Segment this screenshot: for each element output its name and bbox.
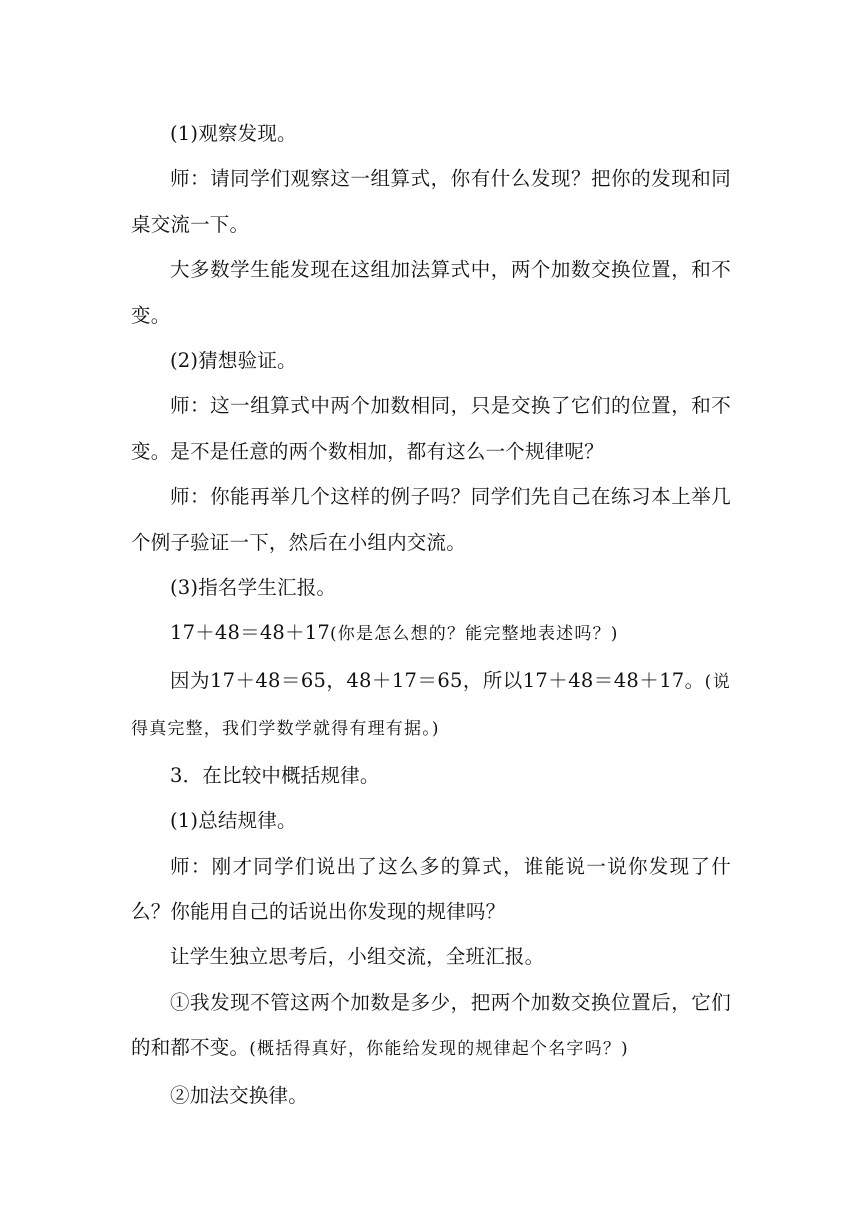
paragraph-text: 大多数学生能发现在这组加法算式中，两个加数交换位置，和不变。 xyxy=(131,258,731,327)
paragraph-summary-heading xyxy=(131,798,731,843)
paragraph-text: (1)总结规律。 xyxy=(170,809,297,833)
paragraph-text: 师：刚才同学们说出了这么多的算式，谁能说一说你发现了什么？你能用自己的话说出你发现的规律吗？ xyxy=(131,854,731,923)
paragraph-teacher-question xyxy=(131,383,731,474)
paragraph-text: 师：这一组算式中两个加数相同，只是交换了它们的位置，和不变。是不是任意的两个数相加，都有这么一个规律呢？ xyxy=(131,394,731,463)
paragraph-text: 17＋48＝48＋17 xyxy=(170,621,330,645)
paragraph-because xyxy=(131,658,731,753)
paragraph-text: (2)猜想验证。 xyxy=(170,349,297,373)
paragraph-teacher-examples xyxy=(131,474,731,565)
paragraph-guess-heading xyxy=(131,338,731,383)
paragraph-students-discover xyxy=(131,247,731,338)
paragraph-text: ②加法交换律。 xyxy=(170,1083,308,1107)
paragraph-text: 3．在比较中概括规律。 xyxy=(170,763,380,787)
paragraph-finding-1 xyxy=(131,980,731,1073)
teacher-comment: (你是怎么想的？能完整地表述吗？) xyxy=(329,624,619,645)
paragraph-equation xyxy=(131,610,731,657)
paragraph-text: 因为17＋48＝65，48＋17＝65，所以17＋48＝48＋17。 xyxy=(170,668,705,692)
paragraph-text: 让学生独立思考后，小组交流，全班汇报。 xyxy=(170,945,545,969)
paragraph-finding-2 xyxy=(131,1073,731,1118)
paragraph-report-heading xyxy=(131,565,731,610)
teacher-comment: (说得真完整，我们学数学就得有理有据。) xyxy=(131,671,731,740)
paragraph-text: (3)指名学生汇报。 xyxy=(170,576,337,600)
paragraph-text: ①我发现不管这两个加数是多少，把两个加数交换位置后，它们的和都不变。 xyxy=(131,990,731,1060)
paragraph-text: 师：请同学们观察这一组算式，你有什么发现？把你的发现和同桌交流一下。 xyxy=(131,167,731,236)
paragraph-teacher-summary xyxy=(131,844,731,935)
teacher-comment: (概括得真好，你能给发现的规律起个名字吗？) xyxy=(249,1039,629,1060)
paragraph-section-3 xyxy=(131,753,731,798)
paragraph-observe-heading xyxy=(131,111,731,156)
paragraph-text: (1)观察发现。 xyxy=(170,122,297,145)
paragraph-text: 师：你能再举几个这样的例子吗？同学们先自己在练习本上举几个例子验证一下，然后在小组内交流。 xyxy=(131,485,731,554)
document-body xyxy=(131,111,731,1118)
paragraph-group-discuss xyxy=(131,934,731,979)
paragraph-teacher-observe xyxy=(131,156,731,247)
